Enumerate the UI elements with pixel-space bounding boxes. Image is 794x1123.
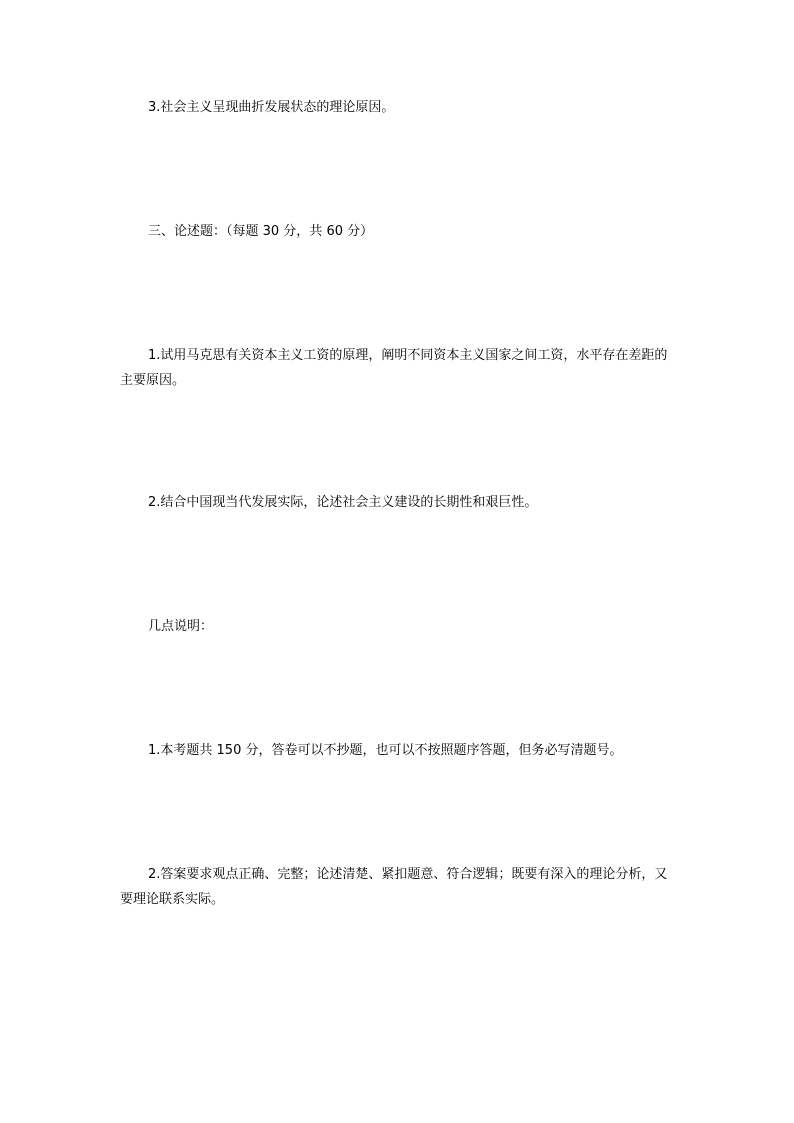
short-answer-question-3: 3.社会主义呈现曲折发展状态的理论原因。: [148, 100, 395, 115]
notes-heading: 几点说明：: [148, 619, 214, 634]
note-1: 1.本考题共 150 分，答卷可以不抄题，也可以不按照题序答题，但务必写清题号。: [148, 743, 623, 758]
essay-question-1: 1.试用马克思有关资本主义工资的原理，阐明不同资本主义国家之间工资，水平存在差距的主要原因。: [120, 348, 668, 388]
note-2: 2.答案要求观点正确、完整；论述清楚、紧扣题意、符合逻辑；既要有深入的理论分析，又要理论联系实际。: [120, 867, 668, 907]
essay-question-2: 2.结合中国现当代发展实际，论述社会主义建设的长期性和艰巨性。: [148, 495, 538, 510]
essay-section-heading: 三、论述题：（每题 30 分，共 60 分）: [148, 224, 374, 239]
